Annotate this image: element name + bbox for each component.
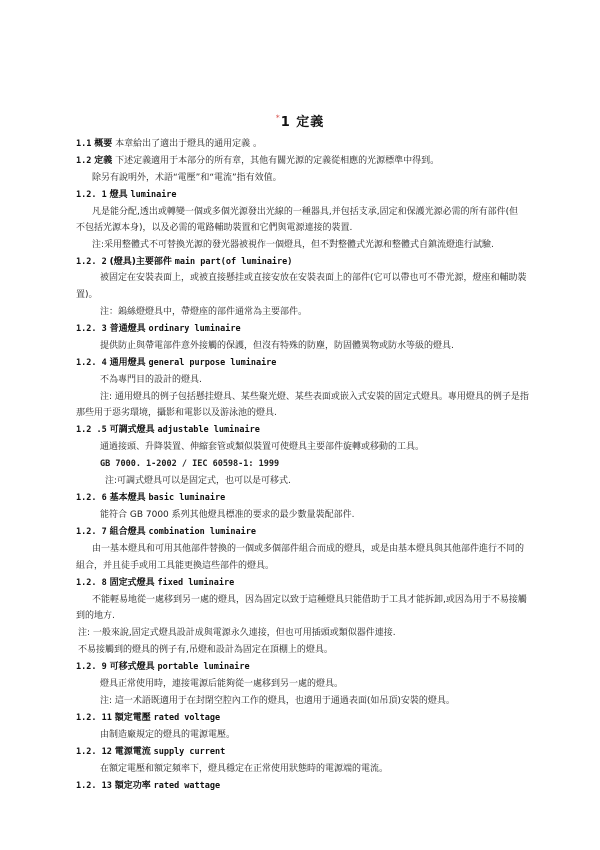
note-line: 注: 這一术語既適用于在封閉空腔內工作的燈具，也適用于通過表面(如吊頂)安裝的燈具。 [100,696,455,706]
clause-1-1 [76,138,262,151]
clause-english-term: combination luminaire [148,527,256,537]
clause-english-term: basic luminaire [148,493,226,503]
clause-heading: 固定式燈具 [109,578,155,588]
clause-heading: 通用燈具 [109,358,146,368]
clause-english-term: luminaire [130,190,177,200]
clause-1-2 [76,155,439,168]
clause-number: 1.2. 13 [76,781,112,791]
clause-heading: 定義 [94,156,113,166]
body-line: 能符合 GB 7000 系列其他燈具標准的要求的最少數量裝配部件. [100,510,355,520]
clause-heading: 可移式燈具 [109,662,155,672]
body-line: 到的地方. [76,611,115,621]
body-line: 組合，并且徒手或用工具能更換這些部件的燈具。 [76,561,275,571]
clause-number: 1.2. 4 [76,358,107,368]
clause-english-term: rated voltage [153,713,221,723]
body-line: 不能輕易地從一處移到另一處的燈具，因為固定以致于這種燈具只能借助于工具才能拆卸,或因為用于不易接觸 [92,595,527,605]
clause-number: 1.1 [76,139,92,149]
clause-heading: 額定電壓 [114,713,151,723]
clause-1-2-7 [76,526,256,539]
note-line: 注: 一般來說,固定式燈具設計成與電源永久連接，但也可用插頭或類似器件連接. [78,628,396,638]
clause-english-term: general purpose luminaire [148,358,277,368]
body-line: 由制造廠規定的燈具的電源電壓。 [100,730,236,740]
clause-english-term: portable luminaire [157,662,250,672]
clause-1-2-5 [76,424,260,437]
note-line: 注:采用整體式不可替換光源的發光器被視作一個燈具，但不對整體式光源和整體式自鎮流燈進行試驗. [92,240,494,250]
clause-1-2-9 [76,661,250,674]
body-line: 不包括光源本身)，以及必需的電路輔助裝置和它們與電源連接的裝置. [76,223,353,233]
clause-english-term: ordinary luminaire [148,324,241,334]
clause-heading: 普通燈具 [109,324,146,334]
body-line: 凡是能分配,透出或轉變一個或多個光源發出光線的一種器具,并包括支承,固定和保護光源必需的所有部件(但 [92,207,519,217]
clause-number: 1.2. 9 [76,662,107,672]
title-mark: * [275,113,281,123]
note-line: 注:可調式燈具可以是固定式，也可以是可移式. [105,476,291,486]
clause-number: 1.2. 6 [76,493,107,503]
note-line: 不易接觸到的燈具的例子有,吊燈和設計為固定在頂棚上的燈具。 [78,645,333,655]
clause-1-2-8 [76,577,234,590]
clause-1-2-12 [76,746,225,759]
clause-heading: 電源電流 [114,747,151,757]
body-line: 被固定在安裝表面上，或被直接懸挂或直接安放在安裝表面上的部件(它可以帶也可不帶光源，燈座和輔助裝 [100,273,527,283]
body-line: 由一基本燈具和可用其他部件替換的一個或多個部件組合而成的燈具，或是由基本燈具與其他部件進行不同的 [92,544,525,554]
clause-1-2-3 [76,323,241,336]
clause-heading: 可調式燈具 [109,425,155,435]
clause-english-term: adjustable luminaire [157,425,260,435]
clause-number: 1.2. 7 [76,527,107,537]
body-line: 那些用于惡劣環境，攝影和電影以及游泳池的燈具. [76,408,277,418]
standard-reference: GB 7000. 1-2002 / IEC 60598-1: 1999 [100,459,280,469]
clause-english-term: fixed luminaire [157,578,235,588]
clause-1-2-4 [76,357,276,370]
body-line: 燈具正常使用時，連接電源后能夠從一處移到另一處的燈具。 [100,679,344,689]
clause-heading: 燈具 [109,190,128,200]
clause-number: 1.2. 12 [76,747,112,757]
clause-number: 1.2. 3 [76,324,107,334]
clause-heading: 額定功率 [114,781,151,791]
clause-1-2-11 [76,712,220,725]
clause-heading: (燈具)主要部件 [109,257,172,267]
clause-text: 下述定義適用于本部分的所有章，其他有關光源的定義從相應的光源標準中得到。 [115,156,440,166]
clause-heading: 基本燈具 [109,493,146,503]
clause-number: 1.2. 1 [76,190,107,200]
clause-1-2-1 [76,189,177,202]
body-line: 置)。 [76,290,98,300]
note-line: 注: 通用燈具的例子包括懸挂燈具、某些聚光燈、某些表面或嵌入式安裝的固定式燈具。專用燈具的例子是指 [100,392,529,402]
clause-heading: 組合燈具 [109,527,146,537]
section-title [0,111,600,130]
clause-text: 本章給出了適出于燈具的通用定義 。 [115,139,262,149]
clause-number: 1.2. 8 [76,578,107,588]
clause-1-2-2 [76,256,292,269]
clause-number: 1.2 [76,156,92,166]
clause-1-2-6 [76,492,225,505]
clause-number: 1.2 .5 [76,425,107,435]
clause-1-2-13 [76,780,220,793]
body-line: 除另有說明外，术語“電壓”和“電流”指有效值。 [92,173,282,183]
body-line: 提供防止與帶電部件意外接觸的保護，但沒有特殊的防塵，防固體異物或防水等級的燈具. [100,341,454,351]
body-line: 在額定電壓和額定頻率下，燈具穩定在正常使用狀態時的電源端的電流。 [100,764,389,774]
body-line: 不為專門目的設計的燈具. [100,375,202,385]
clause-english-term: rated wattage [153,781,221,791]
clause-english-term: supply current [153,747,226,757]
note-line: 注：鎢絲燈燈具中，帶燈座的部件通常為主要部件。 [100,307,308,317]
body-line: 通過接頭、升降裝置、伸縮套管或類似裝置可使燈具主要部件旋轉或移動的工具。 [100,442,425,452]
clause-number: 1.2. 2 [76,257,107,267]
clause-heading: 概要 [94,139,113,149]
title-text: 1 定義 [280,115,325,130]
clause-number: 1.2. 11 [76,713,112,723]
clause-english-term: main part(of luminaire) [174,257,293,267]
